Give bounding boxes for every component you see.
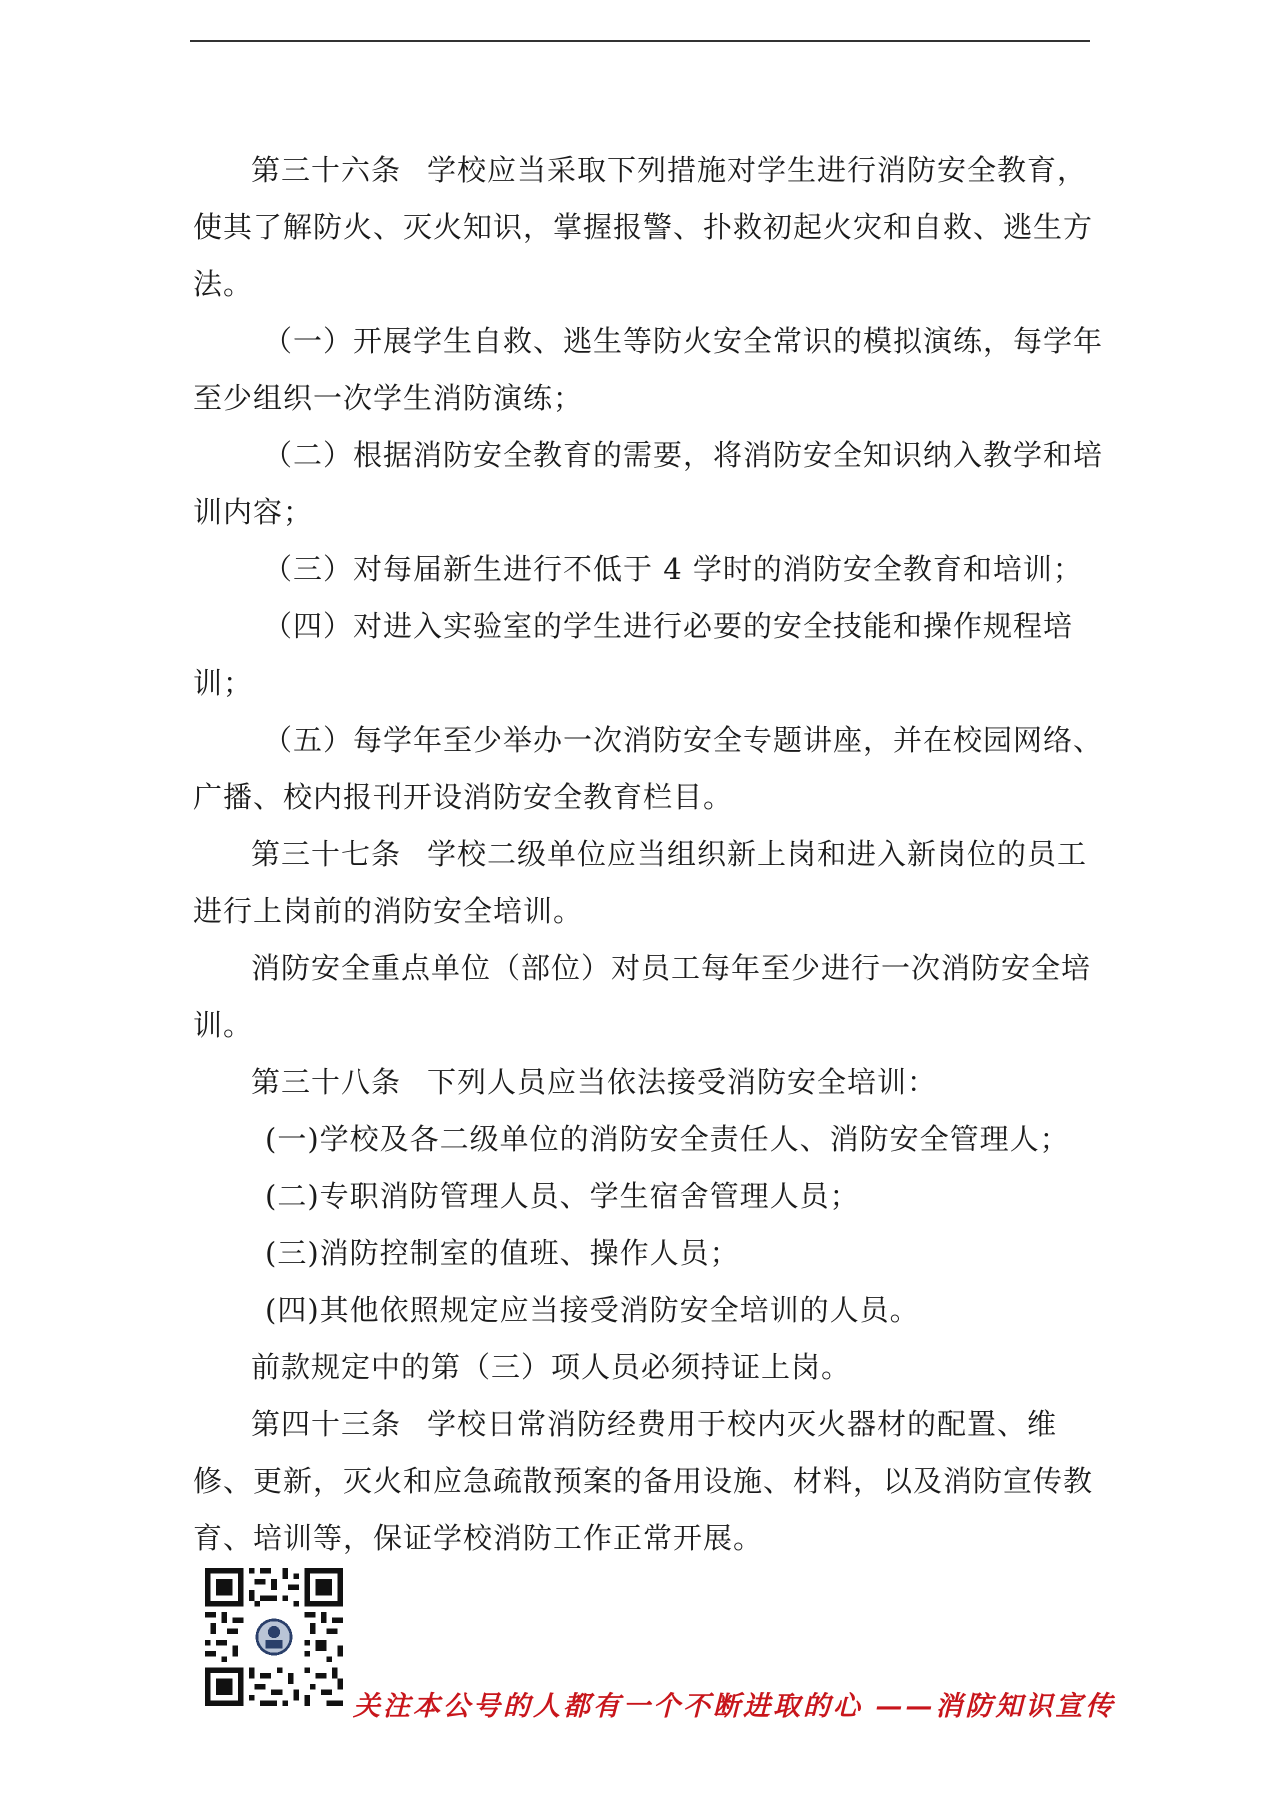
- article-text: 学校应当采取下列措施对学生进行消防安全教育，使其了解防火、灭火知识，掌握报警、扑救初起火灾和自救、逃生方法。: [193, 153, 1094, 301]
- paragraph: 前款规定中的第（三）项人员必须持证上岗。: [251, 1350, 852, 1384]
- list-item: （五）每学年至少举办一次消防安全专题讲座，并在校园网络、广播、校内报刊开设消防安全教育栏目。: [193, 723, 1104, 814]
- footer-slogan: 关注本公号的人都有一个不断进取的心 ——消防知识宣传: [353, 1691, 1116, 1722]
- list-item: (一)学校及各二级单位的消防安全责任人、消防安全管理人；: [265, 1122, 1070, 1156]
- article-37: [193, 826, 1113, 940]
- article-label: 第四十三条: [251, 1407, 402, 1441]
- list-item: (三)消防控制室的值班、操作人员；: [265, 1236, 740, 1270]
- qr-code-icon[interactable]: [205, 1568, 343, 1706]
- list-item: （一）开展学生自救、逃生等防火安全常识的模拟演练，每学年至少组织一次学生消防演练；: [193, 324, 1104, 415]
- header-rule: [190, 40, 1090, 42]
- footer: [205, 1568, 1116, 1722]
- article-38: [193, 1054, 1113, 1111]
- article-text: 学校日常消防经费用于校内灭火器材的配置、维修、更新，灭火和应急疏散预案的备用设施、材料，以及消防宣传教育、培训等，保证学校消防工作正常开展。: [193, 1407, 1094, 1555]
- list-item: （三）对每届新生进行不低于 4 学时的消防安全教育和培训；: [263, 552, 1083, 586]
- article-text: 学校二级单位应当组织新上岗和进入新岗位的员工进行上岗前的消防安全培训。: [193, 837, 1088, 928]
- article-text: 下列人员应当依法接受消防安全培训：: [427, 1065, 938, 1099]
- article-label: 第三十六条: [251, 153, 402, 187]
- article-label: 第三十七条: [251, 837, 402, 871]
- article-36: [193, 142, 1113, 313]
- list-item: （四）对进入实验室的学生进行必要的安全技能和操作规程培训；: [193, 609, 1074, 700]
- document-body: [193, 142, 1113, 1567]
- article-label: 第三十八条: [251, 1065, 402, 1099]
- list-item: (四)其他依照规定应当接受消防安全培训的人员。: [265, 1293, 920, 1327]
- list-item: （二）根据消防安全教育的需要，将消防安全知识纳入教学和培训内容；: [193, 438, 1104, 529]
- list-item: (二)专职消防管理人员、学生宿舍管理人员；: [265, 1179, 860, 1213]
- article-43: [193, 1396, 1113, 1567]
- paragraph: 消防安全重点单位（部位）对员工每年至少进行一次消防安全培训。: [193, 951, 1092, 1042]
